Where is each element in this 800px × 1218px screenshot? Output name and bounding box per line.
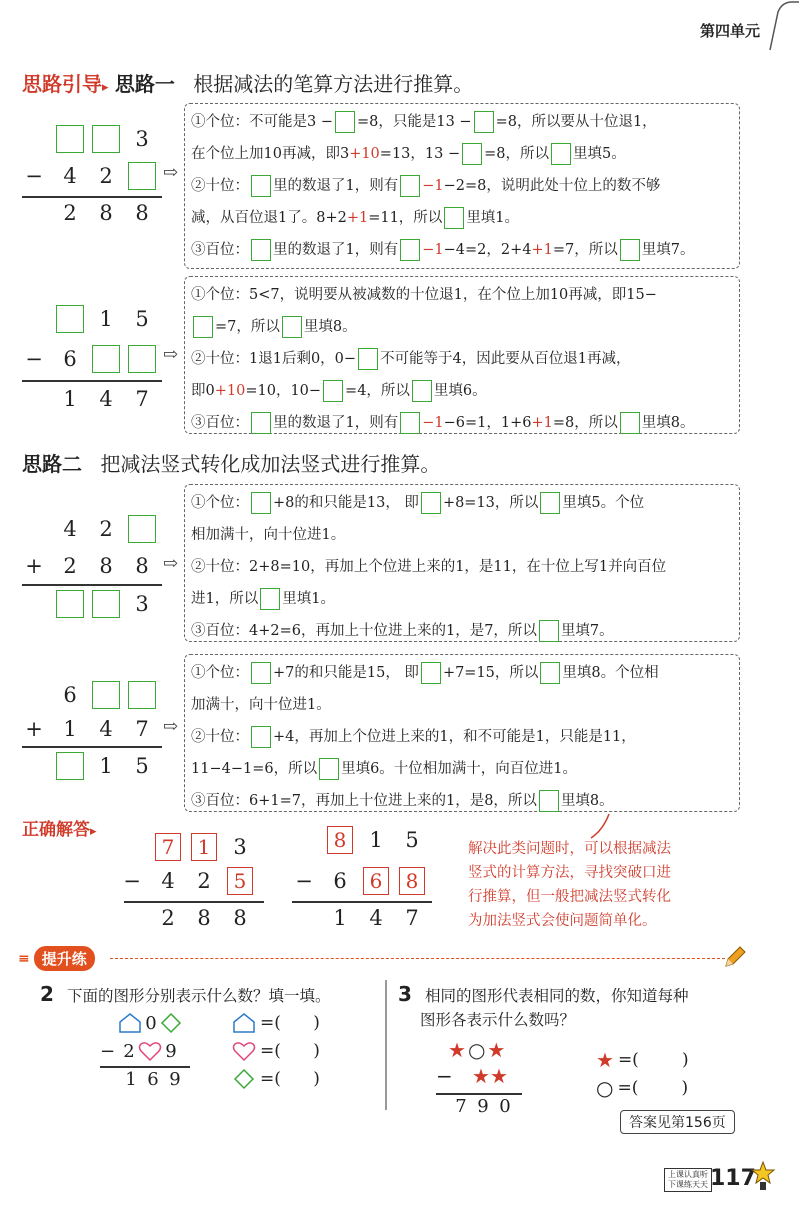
column-divider xyxy=(385,980,387,1110)
q2-result: 1 6 9 xyxy=(125,1069,181,1090)
answer-blank[interactable]: =( ) xyxy=(260,1069,320,1089)
digit: 5 xyxy=(405,828,419,852)
v2-row1 xyxy=(52,304,160,334)
digit: 6 xyxy=(63,683,77,707)
operator: − xyxy=(123,869,141,893)
answer-box: 8 xyxy=(399,867,425,895)
star-icon: ★ xyxy=(472,1064,490,1088)
method1-desc: 根据减法的笔算方法进行推算。 xyxy=(193,72,474,96)
blank-box xyxy=(251,412,271,434)
pencil-icon xyxy=(722,944,748,970)
v4-row1 xyxy=(52,680,160,710)
digit: 2 xyxy=(99,517,113,541)
practice-badge: 提升练 xyxy=(34,946,95,971)
v2-row2 xyxy=(16,344,160,374)
question-text-line2: 图形各表示什么数吗？ xyxy=(420,1011,576,1029)
digit: 5 xyxy=(135,307,149,331)
answer-box: 1 xyxy=(191,833,217,861)
method2-title: 思路二 xyxy=(22,452,82,476)
digit: 2 xyxy=(63,554,77,578)
blank-box xyxy=(400,175,420,197)
digit: 2 xyxy=(161,906,175,930)
operator: − xyxy=(25,164,43,188)
blank-box[interactable] xyxy=(128,162,156,190)
blank-box xyxy=(323,380,343,402)
digit: 8 xyxy=(135,554,149,578)
mascot-icon xyxy=(750,1160,776,1192)
q2-row2: − 2 9 xyxy=(100,1040,177,1062)
answer-blank[interactable]: =( ) xyxy=(617,1078,689,1098)
digit: 8 xyxy=(99,554,113,578)
q3-row2 xyxy=(436,1064,508,1088)
practice-header xyxy=(18,946,95,971)
digit: 8 xyxy=(233,906,247,930)
blank-box xyxy=(551,143,571,165)
explanation-box-1: ①个位：不可能是3 − =8，只能是13 − =8，所以要从十位退1， 在个位上加10再减，即3+10=13，13 − =8，所以 里填5。 ②十位： 里的数退了1，则有 −1−2=8，说明此处十位上的数不够 减，从百位退1了。8+2+1=11，所以 里填1。 ③百位： 里的数退了1，则有 −1−4=2，2+4+1=7，所以 里填7。 xyxy=(184,103,740,269)
v1-row1 xyxy=(52,124,160,154)
blank-box xyxy=(358,348,378,370)
blank-box xyxy=(193,316,213,338)
digit: 8 xyxy=(197,906,211,930)
hollow-arrow-icon: ⇨ xyxy=(163,344,179,365)
blank-box xyxy=(251,726,271,748)
star-icon: ★ xyxy=(489,1064,508,1088)
digit: 7 xyxy=(405,906,419,930)
blank-box[interactable] xyxy=(92,681,120,709)
v3-result xyxy=(52,589,160,619)
blank-box xyxy=(474,111,494,133)
method2-heading xyxy=(22,448,440,477)
answer-box: 7 xyxy=(155,833,181,861)
arrow-icon: ▸ xyxy=(90,824,97,839)
v1-result xyxy=(52,198,160,228)
a1-row1 xyxy=(150,832,258,862)
q3-row1 xyxy=(448,1038,507,1062)
digit: 1 xyxy=(63,387,77,411)
rule-line xyxy=(436,1093,522,1095)
blank-box xyxy=(444,207,464,229)
answer-label: 正确解答▸ xyxy=(22,820,97,840)
heart-icon xyxy=(232,1040,256,1062)
unit-label: 第四单元 xyxy=(699,22,760,40)
circle-icon: ○ xyxy=(467,1038,488,1062)
v4-result xyxy=(52,751,160,781)
blank-box xyxy=(251,492,271,514)
hollow-arrow-icon: ⇨ xyxy=(163,716,179,737)
blank-box[interactable] xyxy=(56,590,84,618)
blank-box xyxy=(421,492,441,514)
q2-answer-heart xyxy=(232,1040,320,1062)
a1-row2 xyxy=(114,866,258,896)
tip-note: 解决此类问题时，可以根据减法 竖式的计算方法，寻找突破口进 行推算，但一般把减法竖式转化 为加法竖式会使问题简单化。 xyxy=(468,841,671,929)
footer-logo: 上课认真听 下课练天天 xyxy=(664,1168,712,1192)
question-3 xyxy=(398,982,689,1006)
explanation-box-2: ①个位：5<7，说明要从被减数的十位退1，在个位上加10再减，即15− =7，所以 里填8。 ②十位：1退1后剩0，0− 不可能等于4，因此要从百位退1再减， 即0+10=10，10− =4，所以 里填6。 ③百位： 里的数退了1，则有 −1−6=1，1+6+1=8，所以 里填8。 xyxy=(184,276,740,434)
blank-box xyxy=(540,492,560,514)
q2-answer-diamond xyxy=(232,1068,320,1090)
digit: 7 xyxy=(135,387,149,411)
digit: 4 xyxy=(99,717,113,741)
question-text: 下面的图形分别表示什么数？填一填。 xyxy=(67,987,331,1005)
practice-divider xyxy=(110,958,725,959)
blank-box[interactable] xyxy=(56,305,84,333)
blank-box xyxy=(539,620,559,642)
blank-box xyxy=(412,380,432,402)
digit: 1 xyxy=(333,906,347,930)
operator: − xyxy=(295,869,313,893)
q2-row1: 0 xyxy=(118,1012,182,1034)
a1-result xyxy=(150,903,258,933)
operator: + xyxy=(25,554,43,578)
hollow-arrow-icon: ⇨ xyxy=(163,162,179,183)
digit: 1 xyxy=(369,828,383,852)
v1-row2 xyxy=(16,161,160,191)
rule-line xyxy=(22,584,162,586)
answer-box: 6 xyxy=(363,867,389,895)
page-number: 117 xyxy=(710,1166,756,1191)
answer-box: 8 xyxy=(327,826,353,854)
digit: 4 xyxy=(63,517,77,541)
hollow-arrow-icon: ⇨ xyxy=(163,553,179,574)
blank-box xyxy=(251,239,271,261)
explanation-box-3: ①个位： +8的和只能是13， 即 +8=13，所以 里填5。个位 相加满十，向十位进1。 ②十位：2+8=10，再加上个位进上来的1，是11，在十位上写1并向百位 进1，所以 里填1。 ③百位：4+2=6，再加上十位进上来的1，是7，所以 里填7。 xyxy=(184,484,740,642)
blank-box[interactable] xyxy=(92,345,120,373)
rule-line xyxy=(100,1066,190,1068)
blank-box xyxy=(260,588,280,610)
blank-box xyxy=(620,412,640,434)
rule-line xyxy=(22,380,162,382)
blank-box[interactable] xyxy=(92,125,120,153)
diamond-icon xyxy=(160,1012,182,1034)
v4-row2 xyxy=(16,714,160,744)
question-2 xyxy=(40,982,331,1006)
operator: − xyxy=(25,347,43,371)
question-number: 3 xyxy=(398,982,412,1006)
blank-box xyxy=(282,316,302,338)
digit: 4 xyxy=(63,164,77,188)
v3-row1 xyxy=(52,514,160,544)
blank-box xyxy=(251,175,271,197)
blank-box[interactable] xyxy=(92,590,120,618)
answer-blank[interactable]: =( ) xyxy=(617,1050,689,1070)
q3-answer-star xyxy=(596,1048,689,1072)
q3-result: 7 9 0 xyxy=(455,1096,511,1117)
rule-line xyxy=(22,746,162,748)
blank-box[interactable] xyxy=(56,125,84,153)
blank-box xyxy=(400,412,420,434)
blank-box xyxy=(335,111,355,133)
blank-box[interactable] xyxy=(128,515,156,543)
operator: + xyxy=(25,717,43,741)
digit: 1 xyxy=(63,717,77,741)
blank-box xyxy=(319,758,339,780)
digit: 2 xyxy=(197,869,211,893)
q3-answer-circle xyxy=(596,1076,688,1100)
digit: 4 xyxy=(161,869,175,893)
answer-blank[interactable]: =( ) xyxy=(260,1041,320,1061)
corner-divider xyxy=(752,0,800,52)
star-icon: ★ xyxy=(596,1048,614,1072)
digit: 5 xyxy=(135,754,149,778)
a2-row2 xyxy=(286,866,430,896)
digit: 3 xyxy=(135,592,149,616)
digit: 8 xyxy=(99,201,113,225)
blank-box xyxy=(539,790,559,812)
dash-icon: ≡ xyxy=(18,950,30,967)
blank-box xyxy=(251,662,271,684)
blank-box xyxy=(421,662,441,684)
blank-box xyxy=(462,143,482,165)
circle-icon: ○ xyxy=(596,1076,614,1100)
star-icon: ★ xyxy=(448,1038,468,1062)
a2-result xyxy=(322,903,430,933)
digit: 8 xyxy=(135,201,149,225)
blank-box xyxy=(540,662,560,684)
method2-desc: 把减法竖式转化成加法竖式进行推算。 xyxy=(100,452,441,476)
answer-box: 5 xyxy=(227,867,253,895)
digit: 4 xyxy=(99,387,113,411)
blank-box[interactable] xyxy=(56,752,84,780)
digit: 1 xyxy=(99,307,113,331)
q2-answer-pentagon xyxy=(232,1012,320,1034)
explanation-box-4: ①个位： +7的和只能是15， 即 +7=15，所以 里填8。个位相 加满十，向十位进1。 ②十位： +4，再加上个位进上来的1，和不可能是1，只能是11， 11−4−1=6，所以 里填6。十位相加满十，向百位进1。 ③百位：6+1=7，再加上十位进上来的1，是8，所以 里填8。 xyxy=(184,654,740,812)
star-icon: ★ xyxy=(487,1038,508,1062)
answer-reference: 答案见第156页 xyxy=(620,1110,735,1134)
v2-result xyxy=(52,384,160,414)
blank-box[interactable] xyxy=(128,345,156,373)
heart-icon xyxy=(138,1040,162,1062)
v3-row2 xyxy=(16,551,160,581)
pentagon-icon xyxy=(118,1012,142,1034)
note-pointer-icon xyxy=(585,812,615,840)
blank-box xyxy=(620,239,640,261)
digit: 6 xyxy=(63,347,77,371)
a2-row1 xyxy=(322,825,430,855)
pentagon-icon xyxy=(232,1012,256,1034)
guide-label: 思路引导 xyxy=(22,72,102,96)
digit: 3 xyxy=(135,127,149,151)
digit: 2 xyxy=(63,201,77,225)
method1-title: 思路一 xyxy=(114,72,175,96)
digit: 4 xyxy=(369,906,383,930)
digit: 7 xyxy=(135,717,149,741)
question-text: 相同的图形代表相同的数，你知道每种 xyxy=(425,987,689,1005)
question-number: 2 xyxy=(40,982,54,1006)
digit: 3 xyxy=(233,835,247,859)
diamond-icon xyxy=(232,1068,256,1090)
operator: − xyxy=(436,1064,453,1088)
blank-box[interactable] xyxy=(128,681,156,709)
digit: 1 xyxy=(99,754,113,778)
digit: 2 xyxy=(99,164,113,188)
arrow-icon: ▸ xyxy=(102,80,109,95)
answer-blank[interactable]: =( ) xyxy=(260,1013,320,1033)
digit: 6 xyxy=(333,869,347,893)
blank-box xyxy=(400,239,420,261)
method1-heading xyxy=(22,68,473,97)
